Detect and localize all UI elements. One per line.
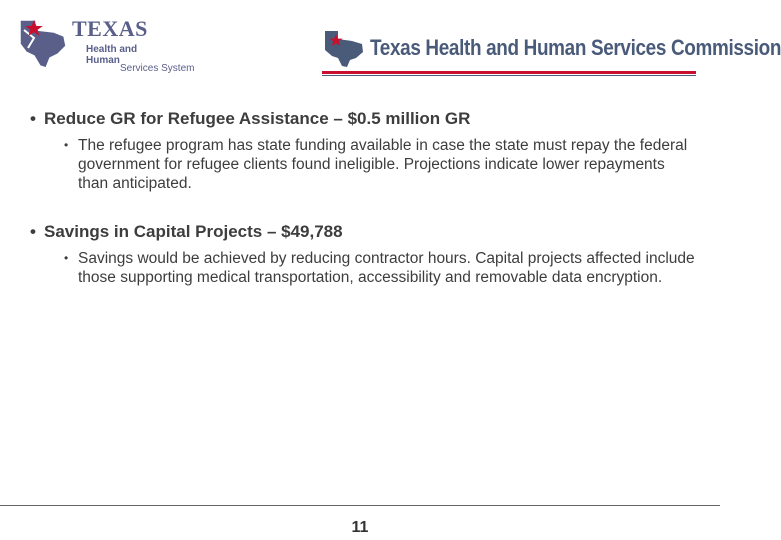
page-number: 11: [351, 519, 369, 536]
logo-line-2: Services System: [120, 63, 195, 74]
bullet-icon: •: [64, 138, 69, 152]
footer-rule: [0, 505, 720, 506]
slide-content: [30, 108, 700, 315]
texas-map-icon: [322, 28, 366, 68]
bullet-heading: [30, 108, 700, 129]
list-item: [30, 221, 700, 287]
bullet-icon: •: [64, 251, 69, 265]
heading-text: Reduce GR for Refugee Assistance – $0.5 million GR: [44, 109, 471, 128]
detail-text: Savings would be achieved by reducing contractor hours. Capital projects affected include those supporting medical transportation, accessibility and removable data encryption.: [78, 250, 695, 286]
bullet-heading: [30, 221, 700, 242]
logo-line-1: Health and Human: [86, 44, 138, 66]
heading-text: Savings in Capital Projects – $49,788: [44, 222, 343, 241]
hhs-system-logo: [14, 14, 195, 74]
header-rule-red: [322, 71, 696, 74]
bullet-icon: •: [30, 109, 36, 128]
texas-map-icon: [14, 14, 70, 70]
bullet-detail: [64, 249, 698, 287]
bullet-detail: [64, 136, 698, 193]
header-rule-blue: [322, 75, 696, 76]
detail-text: The refugee program has state funding available in case the state must repay the federal government for refugee clients found ineligible. Projections indicate lower repayments than anticipated.: [78, 137, 688, 192]
logo-title: TEXAS: [72, 16, 148, 41]
commission-name: Texas Health and Human Services Commission: [370, 35, 781, 60]
bullet-icon: •: [30, 222, 36, 241]
list-item: [30, 108, 700, 193]
